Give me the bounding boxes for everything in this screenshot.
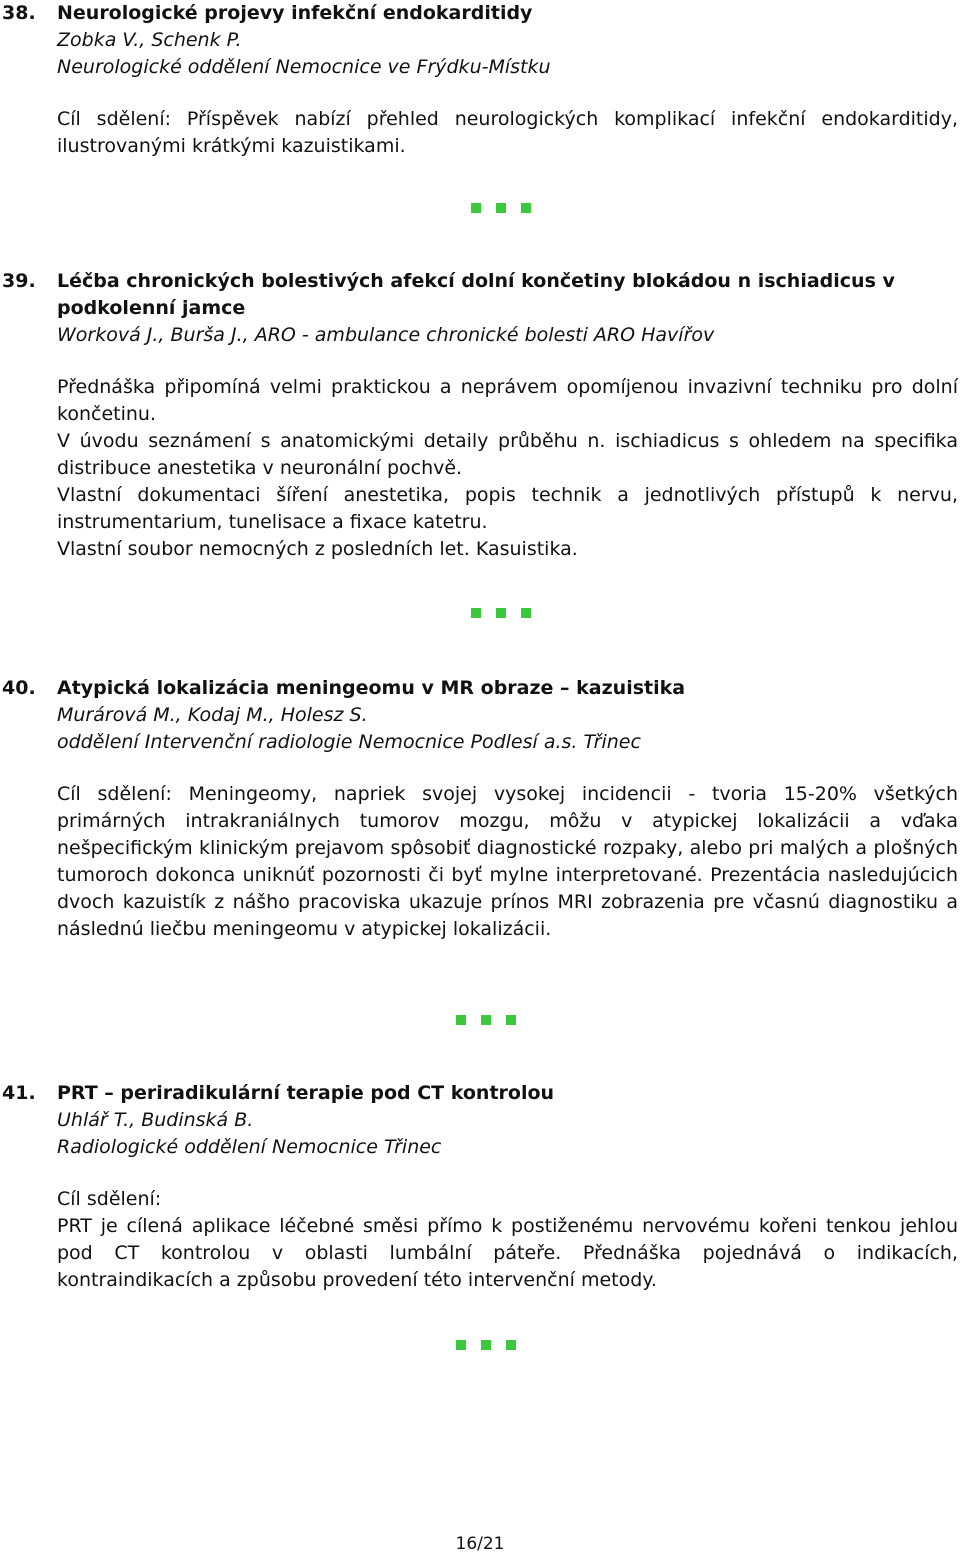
- section-authors: Murárová M., Kodaj M., Holesz S.: [57, 704, 368, 726]
- section-affiliation: Neurologické oddělení Nemocnice ve Frýdku-Místku: [57, 56, 551, 78]
- separator-dot: [496, 608, 506, 618]
- section-title: PRT – periradikulární terapie pod CT kontrolou: [57, 1082, 555, 1104]
- section-body-paragraph: Cíl sdělení: Meningeomy, napriek svojej vysokej incidencii - tvoria 15-20% všetkých primárných intrakraniálnych tumorov mozgu, môžu v atypickej lokalizácii a vďaka nešpecifickým klinickým prejavom spôsobiť diagnostické rozpaky, alebo pri malých a plošných tumoroch dokonca uniknúť pozornosti či byť mylne interpretované. Prezentácia nasledujúcich dvoch kazuistík z nášho pracoviska ukazuje prínos MRI zobrazenia pre včasnú diagnostiku a následnú liečbu meningeomu v atypickej lokalizácii.: [57, 783, 958, 940]
- separator-dots: [0, 608, 960, 620]
- section-authors: Uhlář T., Budinská B.: [57, 1109, 254, 1131]
- separator-dot: [506, 1015, 516, 1025]
- separator-dot: [506, 1340, 516, 1350]
- section-authors-line: [57, 322, 958, 349]
- separator-dot: [521, 608, 531, 618]
- section-authors: Zobka V., Schenk P.: [57, 29, 242, 51]
- separator-dot: [456, 1015, 466, 1025]
- separator-dot: [496, 203, 506, 213]
- section-content: [57, 1080, 958, 1294]
- separator-dot: [481, 1340, 491, 1350]
- section-affiliation: Radiologické oddělení Nemocnice Třinec: [57, 1136, 442, 1158]
- section-body-paragraph: V úvodu seznámení s anatomickými detaily průběhu n. ischiadicus s ohledem na specifika distribuce anestetika v neuronální pochvě.: [57, 430, 958, 479]
- separator-dot: [456, 1340, 466, 1350]
- section-title: Léčba chronických bolestivých afekcí dolní končetiny blokádou n ischiadicus v podkolenní jamce: [57, 270, 895, 319]
- separator-dots: [0, 1015, 960, 1027]
- section-body-label: Cíl sdělení:: [57, 1188, 162, 1210]
- separator-dots: [0, 203, 960, 215]
- section-authors: Worková J., Burša J.: [57, 324, 243, 346]
- page-number: 16/21: [455, 1534, 505, 1554]
- section-number: 38.: [2, 2, 36, 24]
- section-title: Atypická lokalizácia meningeomu v MR obraze – kazuistika: [57, 677, 686, 699]
- section-content: [57, 0, 958, 160]
- section-body-paragraph: PRT je cílená aplikace léčebné směsi přímo k postiženému nervovému kořeni tenkou jehlou pod CT kontrolou v oblasti lumbální páteře. Přednáška pojednává o indikacích, kontraindikacích a způsobu provedení této intervenční metody.: [57, 1215, 958, 1291]
- separator-dot: [481, 1015, 491, 1025]
- section-content: [57, 268, 958, 563]
- section-title: Neurologické projevy infekční endokarditidy: [57, 2, 533, 24]
- separator-dot: [471, 203, 481, 213]
- section-body-paragraph: Cíl sdělení: Příspěvek nabízí přehled neurologických komplikací infekční endokarditidy, ilustrovanými krátkými kazuistikami.: [57, 108, 958, 157]
- section-body-paragraph: Přednáška připomíná velmi praktickou a neprávem opomíjenou invazivní techniku pro dolní končetinu.: [57, 376, 958, 425]
- section-affiliation: oddělení Intervenční radiologie Nemocnice Podlesí a.s. Třinec: [57, 731, 641, 753]
- section-body-paragraph: Vlastní soubor nemocných z posledních let. Kasuistika.: [57, 538, 578, 560]
- section-number: 41.: [2, 1082, 36, 1104]
- section-affiliation: , ARO - ambulance chronické bolesti ARO Havířov: [242, 324, 715, 346]
- section-content: [57, 675, 958, 943]
- separator-dot: [521, 203, 531, 213]
- section-number: 39.: [2, 270, 36, 292]
- section-body-paragraph: Vlastní dokumentaci šíření anestetika, popis technik a jednotlivých přístupů k nervu, instrumentarium, tunelisace a fixace katetru.: [57, 484, 958, 533]
- separator-dots: [0, 1340, 960, 1352]
- section-number: 40.: [2, 677, 36, 699]
- separator-dot: [471, 608, 481, 618]
